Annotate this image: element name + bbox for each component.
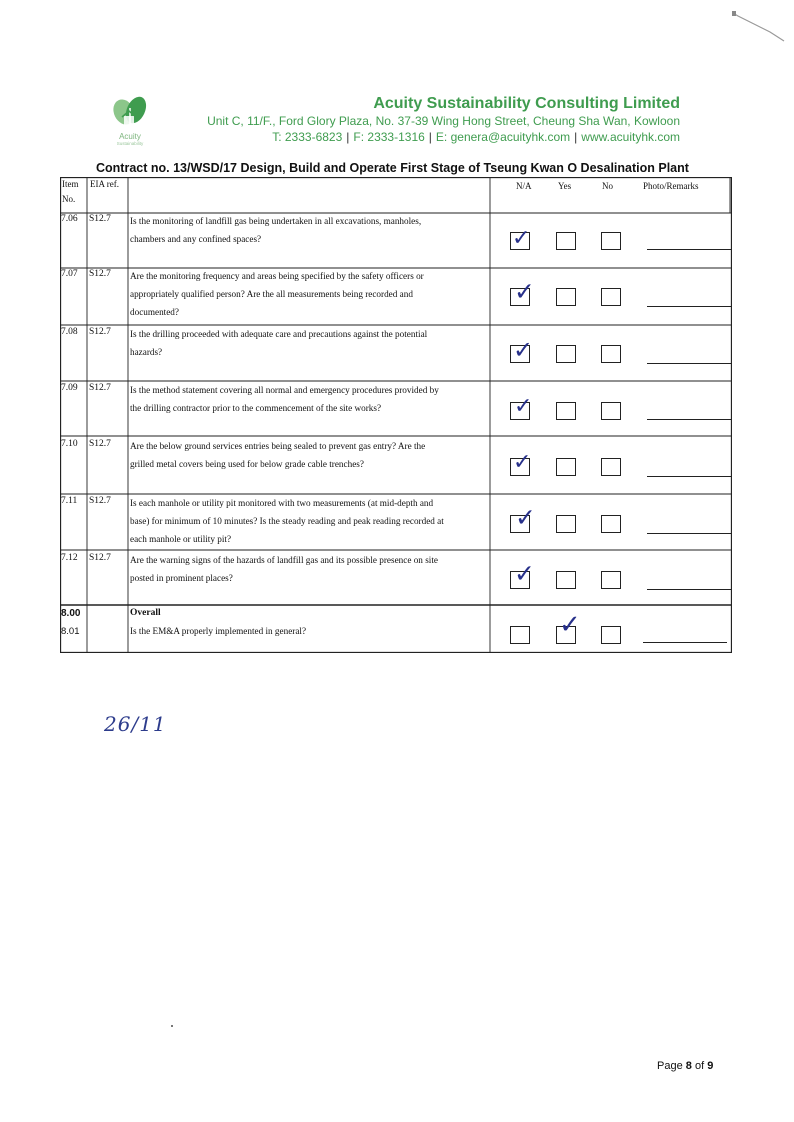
page-of: of [694, 1060, 705, 1072]
row-question [130, 212, 488, 248]
checkbox-no[interactable] [601, 458, 621, 476]
overall-section-no: 8.00 [61, 608, 81, 619]
company-logo [100, 90, 160, 148]
page-current: 8 [685, 1060, 692, 1072]
tick-mark-icon: ✓ [514, 559, 535, 588]
checkbox-no[interactable] [601, 288, 621, 306]
question-line: Are the warning signs of the hazards of landfill gas and its possible presence on site [130, 555, 438, 565]
row-item-no: 7.06 [61, 214, 78, 224]
remarks-line[interactable] [647, 419, 731, 420]
company-address: Unit C, 11/F., Ford Glory Plaza, No. 37-39 Wing Hong Street, Cheung Sha Wan, Kowloon [207, 114, 680, 128]
leaf-logo-icon [100, 90, 160, 130]
header-na: N/A [516, 181, 532, 191]
checkbox-na[interactable] [510, 626, 530, 644]
remarks-line[interactable] [647, 363, 731, 364]
row-eia-ref: S12.7 [89, 553, 111, 563]
overall-item-no: 8.01 [61, 626, 80, 637]
checkbox-no[interactable] [601, 626, 621, 644]
remarks-line[interactable] [647, 476, 731, 477]
checkbox-yes[interactable] [556, 515, 576, 533]
checkbox-yes[interactable] [556, 458, 576, 476]
row-question [130, 437, 488, 473]
tick-mark-icon: ✓ [559, 610, 581, 640]
question-line: each manhole or utility pit? [130, 534, 232, 544]
header-no-label: No. [62, 194, 76, 204]
logo-text: Acuity [119, 132, 141, 141]
contract-title: Contract no. 13/WSD/17 Design, Build and Operate First Stage of Tseung Kwan O Desalination Plant [96, 161, 689, 175]
remarks-line[interactable] [647, 306, 731, 307]
row-question [130, 325, 488, 361]
header-item-no [62, 179, 79, 204]
tick-mark-icon: ✓ [513, 336, 534, 364]
row-eia-ref: S12.7 [89, 269, 111, 279]
question-line: posted in prominent places? [130, 573, 233, 583]
row-eia-ref: S12.7 [89, 439, 111, 449]
row-eia-ref: S12.7 [89, 383, 111, 393]
fax: F: 2333-1316 [353, 130, 425, 144]
checkbox-no[interactable] [601, 345, 621, 363]
tick-mark-icon: ✓ [513, 450, 532, 475]
separator: | [428, 130, 432, 144]
row-question [130, 494, 488, 548]
question-line: appropriately qualified person? Are the all measurements being recorded and [130, 289, 413, 299]
checkbox-no[interactable] [601, 232, 621, 250]
overall-question: Is the EM&A properly implemented in general? [130, 626, 307, 636]
question-line: chambers and any confined spaces? [130, 234, 262, 244]
checkbox-yes[interactable] [556, 288, 576, 306]
tick-mark-icon: ✓ [512, 226, 531, 251]
checkbox-no[interactable] [601, 571, 621, 589]
page-number [657, 1060, 713, 1072]
row-eia-ref: S12.7 [89, 214, 111, 224]
header-yes: Yes [558, 181, 572, 191]
question-line: Are the below ground services entries being sealed to prevent gas entry? Are the [130, 441, 426, 451]
scan-dot [171, 1025, 173, 1027]
scan-artifact-mark [730, 10, 786, 44]
row-eia-ref: S12.7 [89, 327, 111, 337]
question-line: the drilling contractor prior to the commencement of the site works? [130, 403, 382, 413]
question-line: Are the monitoring frequency and areas being specified by the safety officers or [130, 271, 424, 281]
row-item-no: 7.10 [61, 439, 78, 449]
remarks-line[interactable] [643, 642, 727, 643]
tick-mark-icon: ✓ [514, 277, 535, 306]
company-name: Acuity Sustainability Consulting Limited [373, 95, 680, 112]
question-line: Is the drilling proceeded with adequate care and precautions against the potential [130, 329, 428, 339]
header-item-label: Item [62, 179, 79, 189]
checkbox-yes[interactable] [556, 345, 576, 363]
row-item-no: 7.08 [61, 327, 78, 337]
header-photo-remarks: Photo/Remarks [643, 181, 699, 191]
email: E: genera@acuityhk.com [435, 130, 571, 144]
question-line: Is the method statement covering all normal and emergency procedures provided by [130, 385, 439, 395]
checkbox-yes[interactable] [556, 402, 576, 420]
row-item-no: 7.09 [61, 383, 78, 393]
question-line: Is each manhole or utility pit monitored with two measurements (at mid-depth and [130, 498, 434, 508]
row-question [130, 551, 488, 587]
question-line: Is the monitoring of landfill gas being undertaken in all excavations, manholes, [130, 216, 422, 226]
separator: | [346, 130, 350, 144]
question-line: grilled metal covers being used for below grade cable trenches? [130, 459, 364, 469]
page-prefix: Page [657, 1060, 683, 1072]
website: www.acuityhk.com [581, 130, 680, 144]
question-line: hazards? [130, 347, 163, 357]
row-item-no: 7.11 [61, 496, 78, 506]
logo-subtext: Sustainability [116, 141, 144, 146]
tick-mark-icon: ✓ [515, 503, 536, 532]
question-line: base) for minimum of 10 minutes? Is the steady reading and peak reading recorded at [130, 516, 444, 526]
checkbox-no[interactable] [601, 402, 621, 420]
remarks-line[interactable] [647, 249, 731, 250]
handwritten-date: 26/11 [104, 712, 167, 736]
row-item-no: 7.07 [61, 269, 78, 279]
remarks-line[interactable] [647, 589, 731, 590]
page-total: 9 [707, 1060, 714, 1072]
row-item-no: 7.12 [61, 553, 78, 563]
row-question [130, 267, 488, 321]
header-no: No [602, 181, 613, 191]
row-eia-ref: S12.7 [89, 496, 111, 506]
overall-title: Overall [130, 608, 161, 618]
phone: T: 2333-6823 [272, 130, 343, 144]
row-question [130, 381, 488, 417]
question-line: documented? [130, 307, 179, 317]
checkbox-yes[interactable] [556, 571, 576, 589]
checkbox-yes[interactable] [556, 232, 576, 250]
separator: | [574, 130, 578, 144]
header-eia-ref: EIA ref. [90, 179, 119, 189]
checkbox-no[interactable] [601, 515, 621, 533]
tick-mark-icon: ✓ [514, 394, 533, 419]
remarks-line[interactable] [647, 533, 731, 534]
company-contacts [272, 130, 680, 144]
